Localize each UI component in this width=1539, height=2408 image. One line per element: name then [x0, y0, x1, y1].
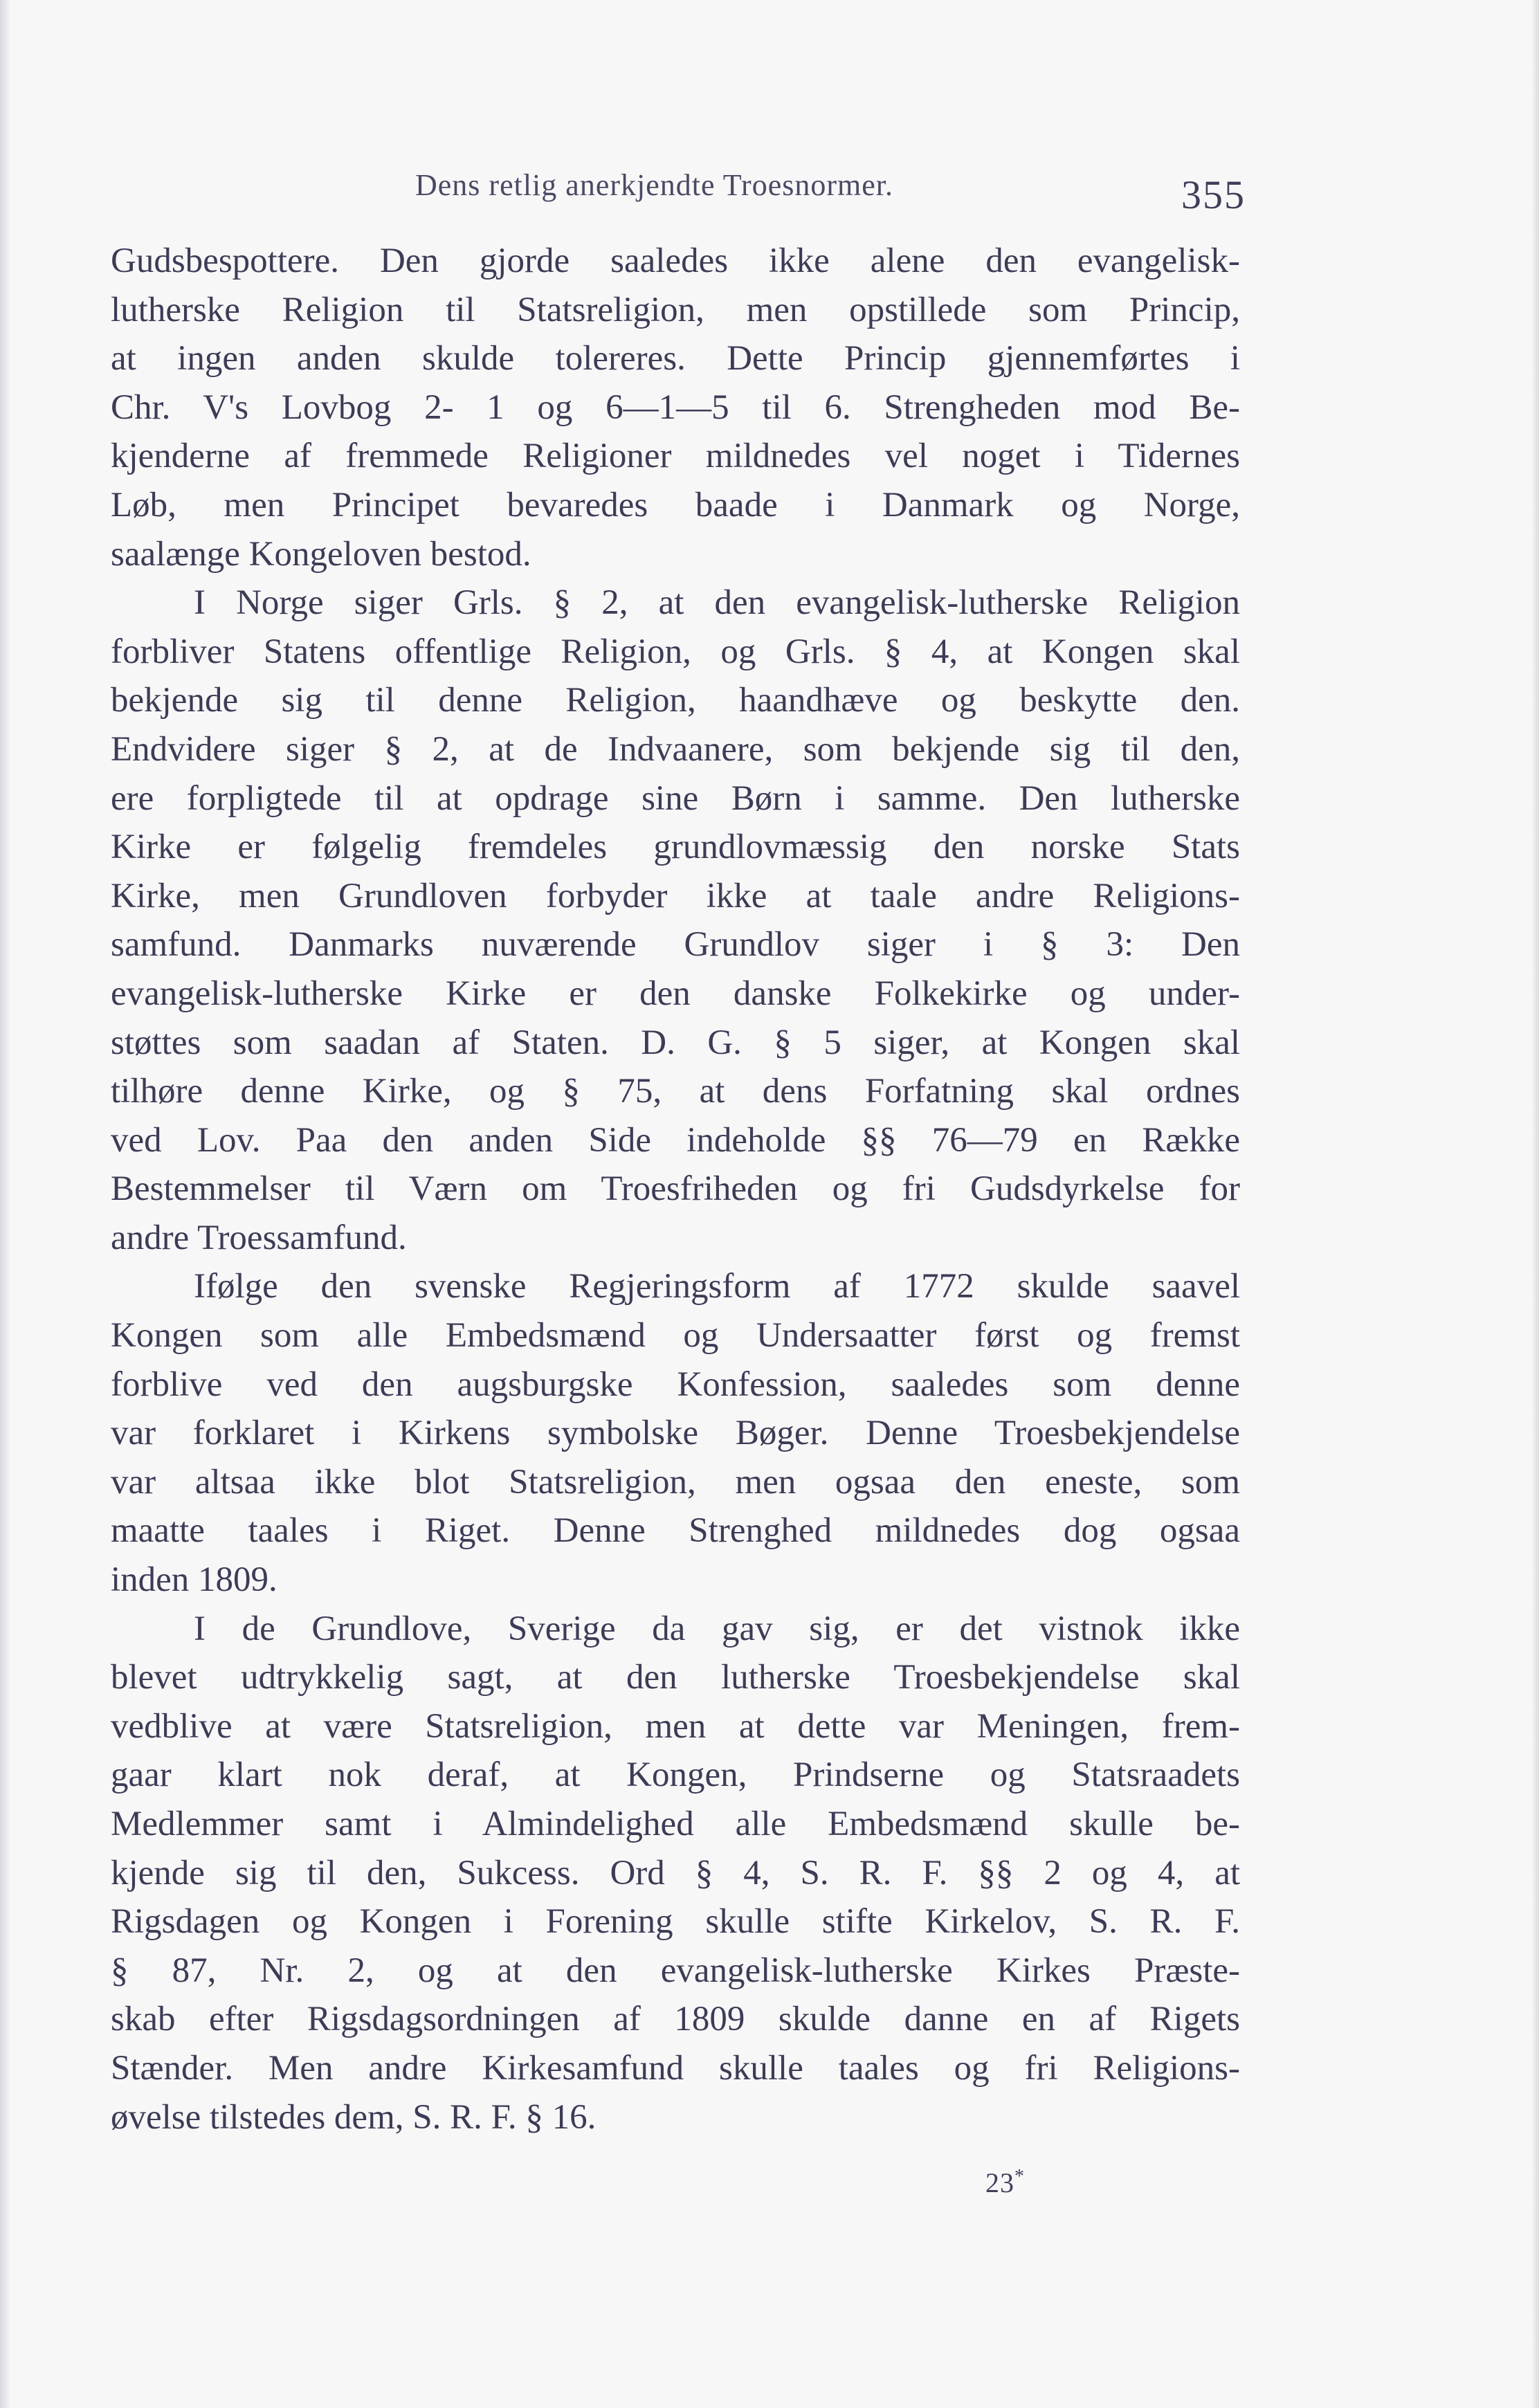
text-line: Kirke er følgelig fremdeles grundlovmæssig den norske Stats [111, 828, 1240, 867]
running-title: Dens retlig anerkjendte Troesnormer. [415, 168, 893, 202]
text-line: saalænge Kongeloven bestod. [111, 534, 531, 574]
text-line: Stænder. Men andre Kirkesamfund skulle taales og fri Religions- [111, 2048, 1240, 2088]
text-line: Ifølge den svenske Regjeringsform af 1772 skulde saavel [194, 1267, 1240, 1306]
text-line: § 87, Nr. 2, og at den evangelisk-lutherske Kirkes Præste- [111, 1951, 1240, 1990]
text-line: kjenderne af fremmede Religioner mildnedes vel noget i Tidernes [111, 437, 1240, 476]
page-edge-left [0, 0, 10, 2408]
text-line: støttes som saadan af Staten. D. G. § 5 siger, at Kongen skal [111, 1023, 1240, 1062]
body-text [111, 237, 1240, 2142]
text-line: kjende sig til den, Sukcess. Ord § 4, S. R. F. §§ 2 og 4, at [111, 1853, 1240, 1892]
text-line: øvelse tilstedes dem, S. R. F. § 16. [111, 2097, 597, 2137]
text-line: vedblive at være Statsreligion, men at dette var Meningen, frem- [111, 1706, 1240, 1746]
text-line: Bestemmelser til Værn om Troesfriheden og fri Gudsdyrkelse for [111, 1169, 1240, 1209]
text-line: skab efter Rigsdagsordningen af 1809 skulde danne en af Rigets [111, 2000, 1240, 2039]
text-line: lutherske Religion til Statsreligion, men opstillede som Princip, [111, 290, 1240, 329]
text-line: inden 1809. [111, 1560, 277, 1600]
running-head [111, 156, 1246, 219]
signature-star: * [1014, 2166, 1025, 2187]
text-line: at ingen anden skulde tolereres. Dette Princip gjennemførtes i [111, 339, 1240, 378]
text-line: Gudsbespottere. Den gjorde saaledes ikke alene den evangelisk- [111, 241, 1240, 280]
text-line: forbliver Statens offentlige Religion, og Grls. § 4, at Kongen skal [111, 632, 1240, 671]
text-line: Medlemmer samt i Almindelighed alle Embedsmænd skulle be- [111, 1805, 1240, 1843]
text-line: blevet udtrykkelig sagt, at den lutherske Troesbekjendelse skal [111, 1658, 1240, 1697]
text-line: andre Troessamfund. [111, 1218, 407, 1257]
text-line: maatte taales i Riget. Denne Strenghed mildnedes dog ogsaa [111, 1511, 1240, 1551]
text-line: I Norge siger Grls. § 2, at den evangelisk-lutherske Religion [194, 583, 1240, 623]
text-line: Endvidere siger § 2, at de Indvaanere, som bekjende sig til den, [111, 729, 1240, 769]
text-line: var altsaa ikke blot Statsreligion, men ogsaa den eneste, som [111, 1462, 1240, 1502]
text-line: Kirke, men Grundloven forbyder ikke at taale andre Religions- [111, 876, 1240, 915]
text-line: var forklaret i Kirkens symbolske Bøger. Denne Troesbekjendelse [111, 1414, 1240, 1453]
text-line: Kongen som alle Embedsmænd og Undersaatter først og fremst [111, 1316, 1240, 1356]
text-line: I de Grundlove, Sverige da gav sig, er det vistnok ikke [194, 1609, 1240, 1648]
text-line: tilhøre denne Kirke, og § 75, at dens Forfatning skal ordnes [111, 1072, 1240, 1111]
text-line: evangelisk-lutherske Kirke er den danske Folkekirke og under- [111, 974, 1240, 1013]
text-line: ved Lov. Paa den anden Side indeholde §§ 76—79 en Række [111, 1120, 1240, 1160]
text-line: bekjende sig til denne Religion, haandhæve og beskytte den. [111, 681, 1240, 720]
text-line: Chr. V's Lovbog 2- 1 og 6—1—5 til 6. Strengheden mod Be- [111, 387, 1240, 427]
text-line: Rigsdagen og Kongen i Forening skulle stifte Kirkelov, S. R. F. [111, 1902, 1240, 1942]
page-number: 355 [1181, 172, 1246, 217]
text-line: samfund. Danmarks nuværende Grundlov siger i § 3: Den [111, 925, 1240, 965]
text-line: gaar klart nok deraf, at Kongen, Prindserne og Statsraadets [111, 1755, 1240, 1795]
page-edge-right [1532, 0, 1539, 2408]
text-line: Løb, men Principet bevaredes baade i Danmark og Norge, [111, 485, 1240, 525]
signature-number: 23 [985, 2167, 1014, 2198]
text-line: ere forpligtede til at opdrage sine Børn i samme. Den lutherske [111, 778, 1240, 818]
signature-mark [985, 2166, 1025, 2199]
text-line: forblive ved den augsburgske Konfession, saaledes som denne [111, 1365, 1240, 1404]
